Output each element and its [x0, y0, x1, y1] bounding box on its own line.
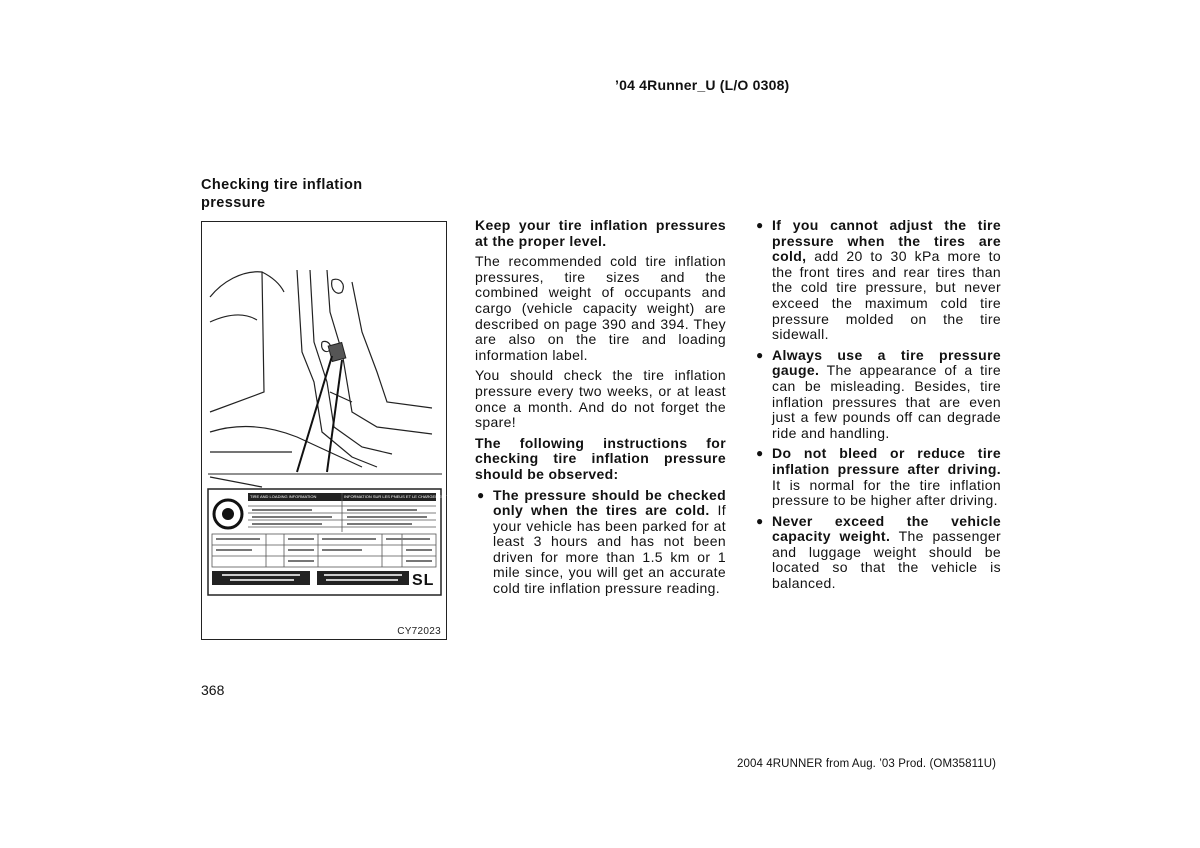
- bullet-text: If your vehicle has been parked for at least 3 hours and has not been driven for more than 1.5 km or 1 mile since, you will get an accurate cold tire inflation pressure reading.: [493, 502, 726, 597]
- section-title: Checking tire inflation pressure: [201, 177, 363, 211]
- figure-code: CY72023: [397, 626, 441, 637]
- bullet-dot-icon: ●: [756, 347, 764, 362]
- tire-label-figure: [201, 221, 447, 640]
- bullet-dot-icon: ●: [756, 513, 764, 528]
- bullet-text: The appearance of a tire can be misleading. Besides, tire inflation pressures that are even just a few pounds off can degrade ride and handling.: [772, 362, 1001, 441]
- bullet-bold: The pressure should be checked only when the tires are cold.: [493, 486, 726, 519]
- bullet-dot-icon: ●: [756, 218, 764, 232]
- bullet-item: [754, 348, 1001, 442]
- bullet-dot-icon: ●: [477, 487, 485, 502]
- instructions-heading: The following instructions for checking tire inflation pressure should be observed:: [475, 434, 726, 482]
- tire-label-row-1: TIRE AND LOADING INFORMATION: [250, 494, 317, 499]
- bullet-item: [475, 488, 726, 597]
- paragraph: The recommended cold tire inflation pressures, tire sizes and the combined weight of occupants and cargo (vehicle capacity weight) are described on page 390 and 394. They are also on the tire and loading information label.: [475, 253, 726, 363]
- bullet-bold: Never exceed the vehicle capacity weight.: [772, 512, 1001, 545]
- bullet-item: [754, 218, 1001, 343]
- bullet-bold: Always use a tire pressure gauge.: [772, 346, 1001, 379]
- running-header: ’04 4Runner_U (L/O 0308): [615, 77, 790, 93]
- bullet-dot-icon: ●: [756, 446, 764, 461]
- sl-marking: SL: [412, 572, 435, 589]
- bullet-bold: If you cannot adjust the tire pressure when the tires are cold,: [772, 217, 1001, 265]
- page-number: 368: [201, 682, 225, 698]
- bullet-text: It is normal for the tire inflation pressure to be higher after driving.: [772, 476, 1001, 509]
- intro-heading: Keep your tire inflation pressures at the proper level.: [475, 217, 726, 249]
- footer-text: 2004 4RUNNER from Aug. ’03 Prod. (OM35811U): [737, 758, 997, 770]
- bullet-item: [754, 446, 1001, 508]
- text-column-2: [754, 218, 1001, 597]
- paragraph: You should check the tire inflation pressure every two weeks, or at least once a month. And do not forget the spare!: [475, 367, 726, 431]
- bullet-bold: Do not bleed or reduce tire inflation pressure after driving.: [772, 445, 1001, 477]
- text-column-1: [475, 218, 726, 602]
- bullet-text: The passenger and luggage weight should be located so that the vehicle is balanced.: [772, 528, 1001, 592]
- bullet-item: [754, 514, 1001, 592]
- tire-label-row-2: INFORMATION SUR LES PNEUS ET LE CHARGEMENT: [344, 494, 447, 499]
- bullet-text: add 20 to 30 kPa more to the front tires and rear tires than the cold tire pressure, but never exceed the maximum cold tire pressure molded on the tire sidewall.: [772, 248, 1001, 343]
